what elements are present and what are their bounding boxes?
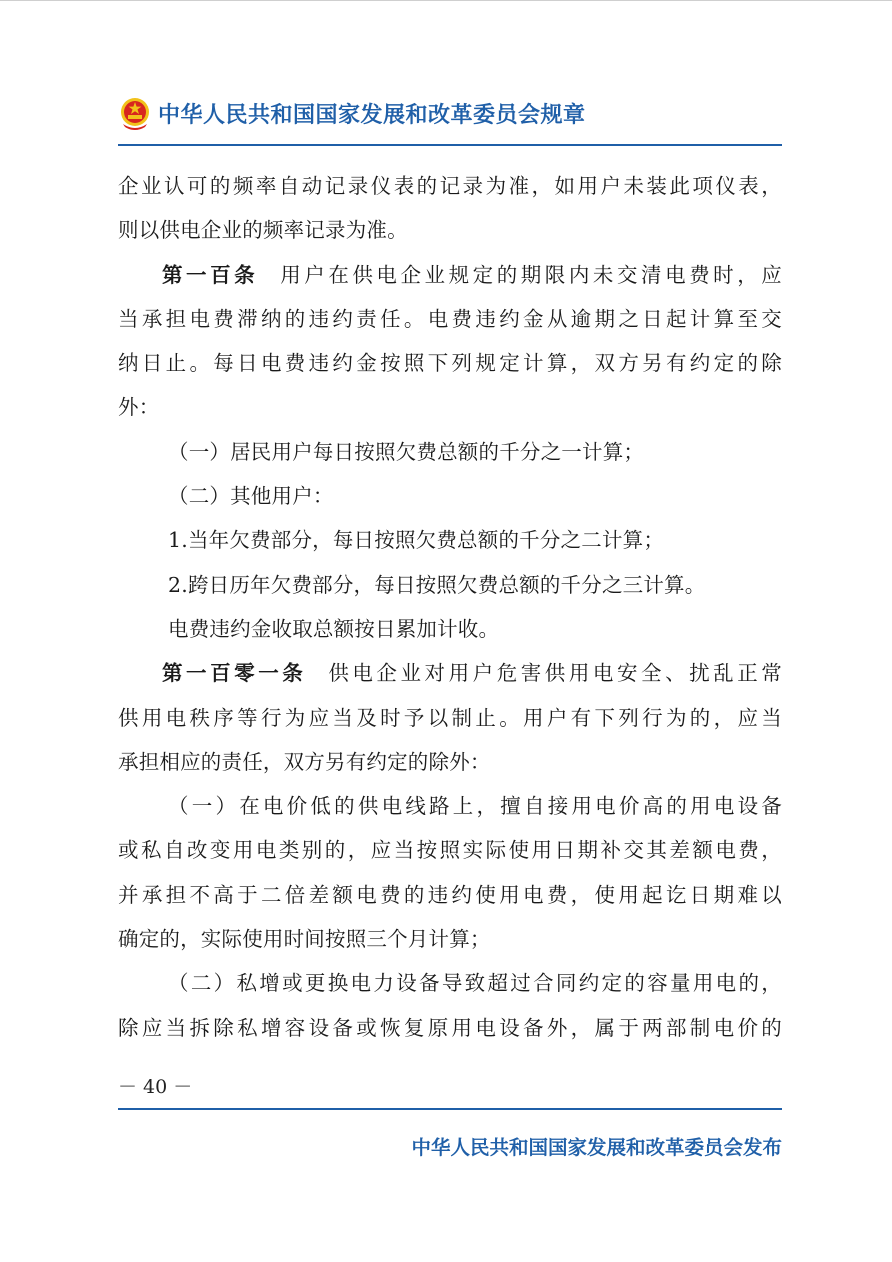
article-101-first-line [118, 653, 782, 697]
body-line: 企业认可的频率自动记录仪表的记录为准，如用户未装此项仪表， [118, 174, 782, 198]
body-line: （一）在电价低的供电线路上，擅自接用电价高的用电设备 [168, 794, 782, 819]
body-line: 当承担电费滞纳的违约责任。电费违约金从逾期之日起计算至交 [118, 306, 782, 331]
body-line: （二）私增或更换电力设备导致超过合同约定的容量用电的， [168, 971, 782, 996]
body-line: 2.跨日历年欠费部分，每日按照欠费总额的千分之三计算。 [168, 572, 706, 597]
body-line: 或私自改变用电类别的，应当按照实际使用日期补交其差额电费， [118, 838, 782, 863]
body-line: 确定的，实际使用时间按照三个月计算； [118, 927, 491, 952]
page-header [118, 96, 782, 136]
body-line: 则以供电企业的频率记录为准。 [118, 218, 408, 243]
body-line: 承担相应的责任，双方另有约定的除外： [118, 749, 491, 774]
body-line: 纳日止。每日电费违约金按照下列规定计算，双方另有约定的除 [118, 351, 782, 376]
body-line: 供电企业对用户危害供用电安全、扰乱正常 [328, 661, 782, 686]
body-line: 外： [118, 395, 160, 420]
page-top-edge [0, 0, 892, 1]
page-number: － 40 － [118, 1076, 193, 1098]
article-100-first-line [118, 255, 782, 299]
footer-publisher: 中华人民共和国国家发展和改革委员会发布 [411, 1136, 782, 1159]
body-line: 供用电秩序等行为应当及时予以制止。用户有下列行为的，应当 [118, 705, 782, 730]
article-heading: 第一百零一条 [162, 661, 307, 686]
article-heading: 第一百条 [162, 262, 259, 287]
header-divider [118, 144, 782, 146]
document-body [118, 166, 782, 1052]
body-line: （二）其他用户： [168, 484, 334, 509]
header-title: 中华人民共和国国家发展和改革委员会规章 [158, 103, 586, 128]
body-line: 除应当拆除私增容设备或恢复原用电设备外，属于两部制电价的 [118, 1015, 782, 1040]
body-line: 用户在供电企业规定的期限内未交清电费时，应 [280, 262, 782, 287]
national-emblem-icon [118, 96, 152, 132]
footer-divider [118, 1108, 782, 1110]
body-line: 1.当年欠费部分，每日按照欠费总额的千分之二计算； [168, 528, 665, 553]
body-line: 并承担不高于二倍差额电费的违约使用电费，使用起讫日期难以 [118, 882, 782, 907]
body-line: （一）居民用户每日按照欠费总额的千分之一计算； [168, 439, 645, 464]
body-line: 电费违约金收取总额按日累加计收。 [168, 616, 500, 641]
